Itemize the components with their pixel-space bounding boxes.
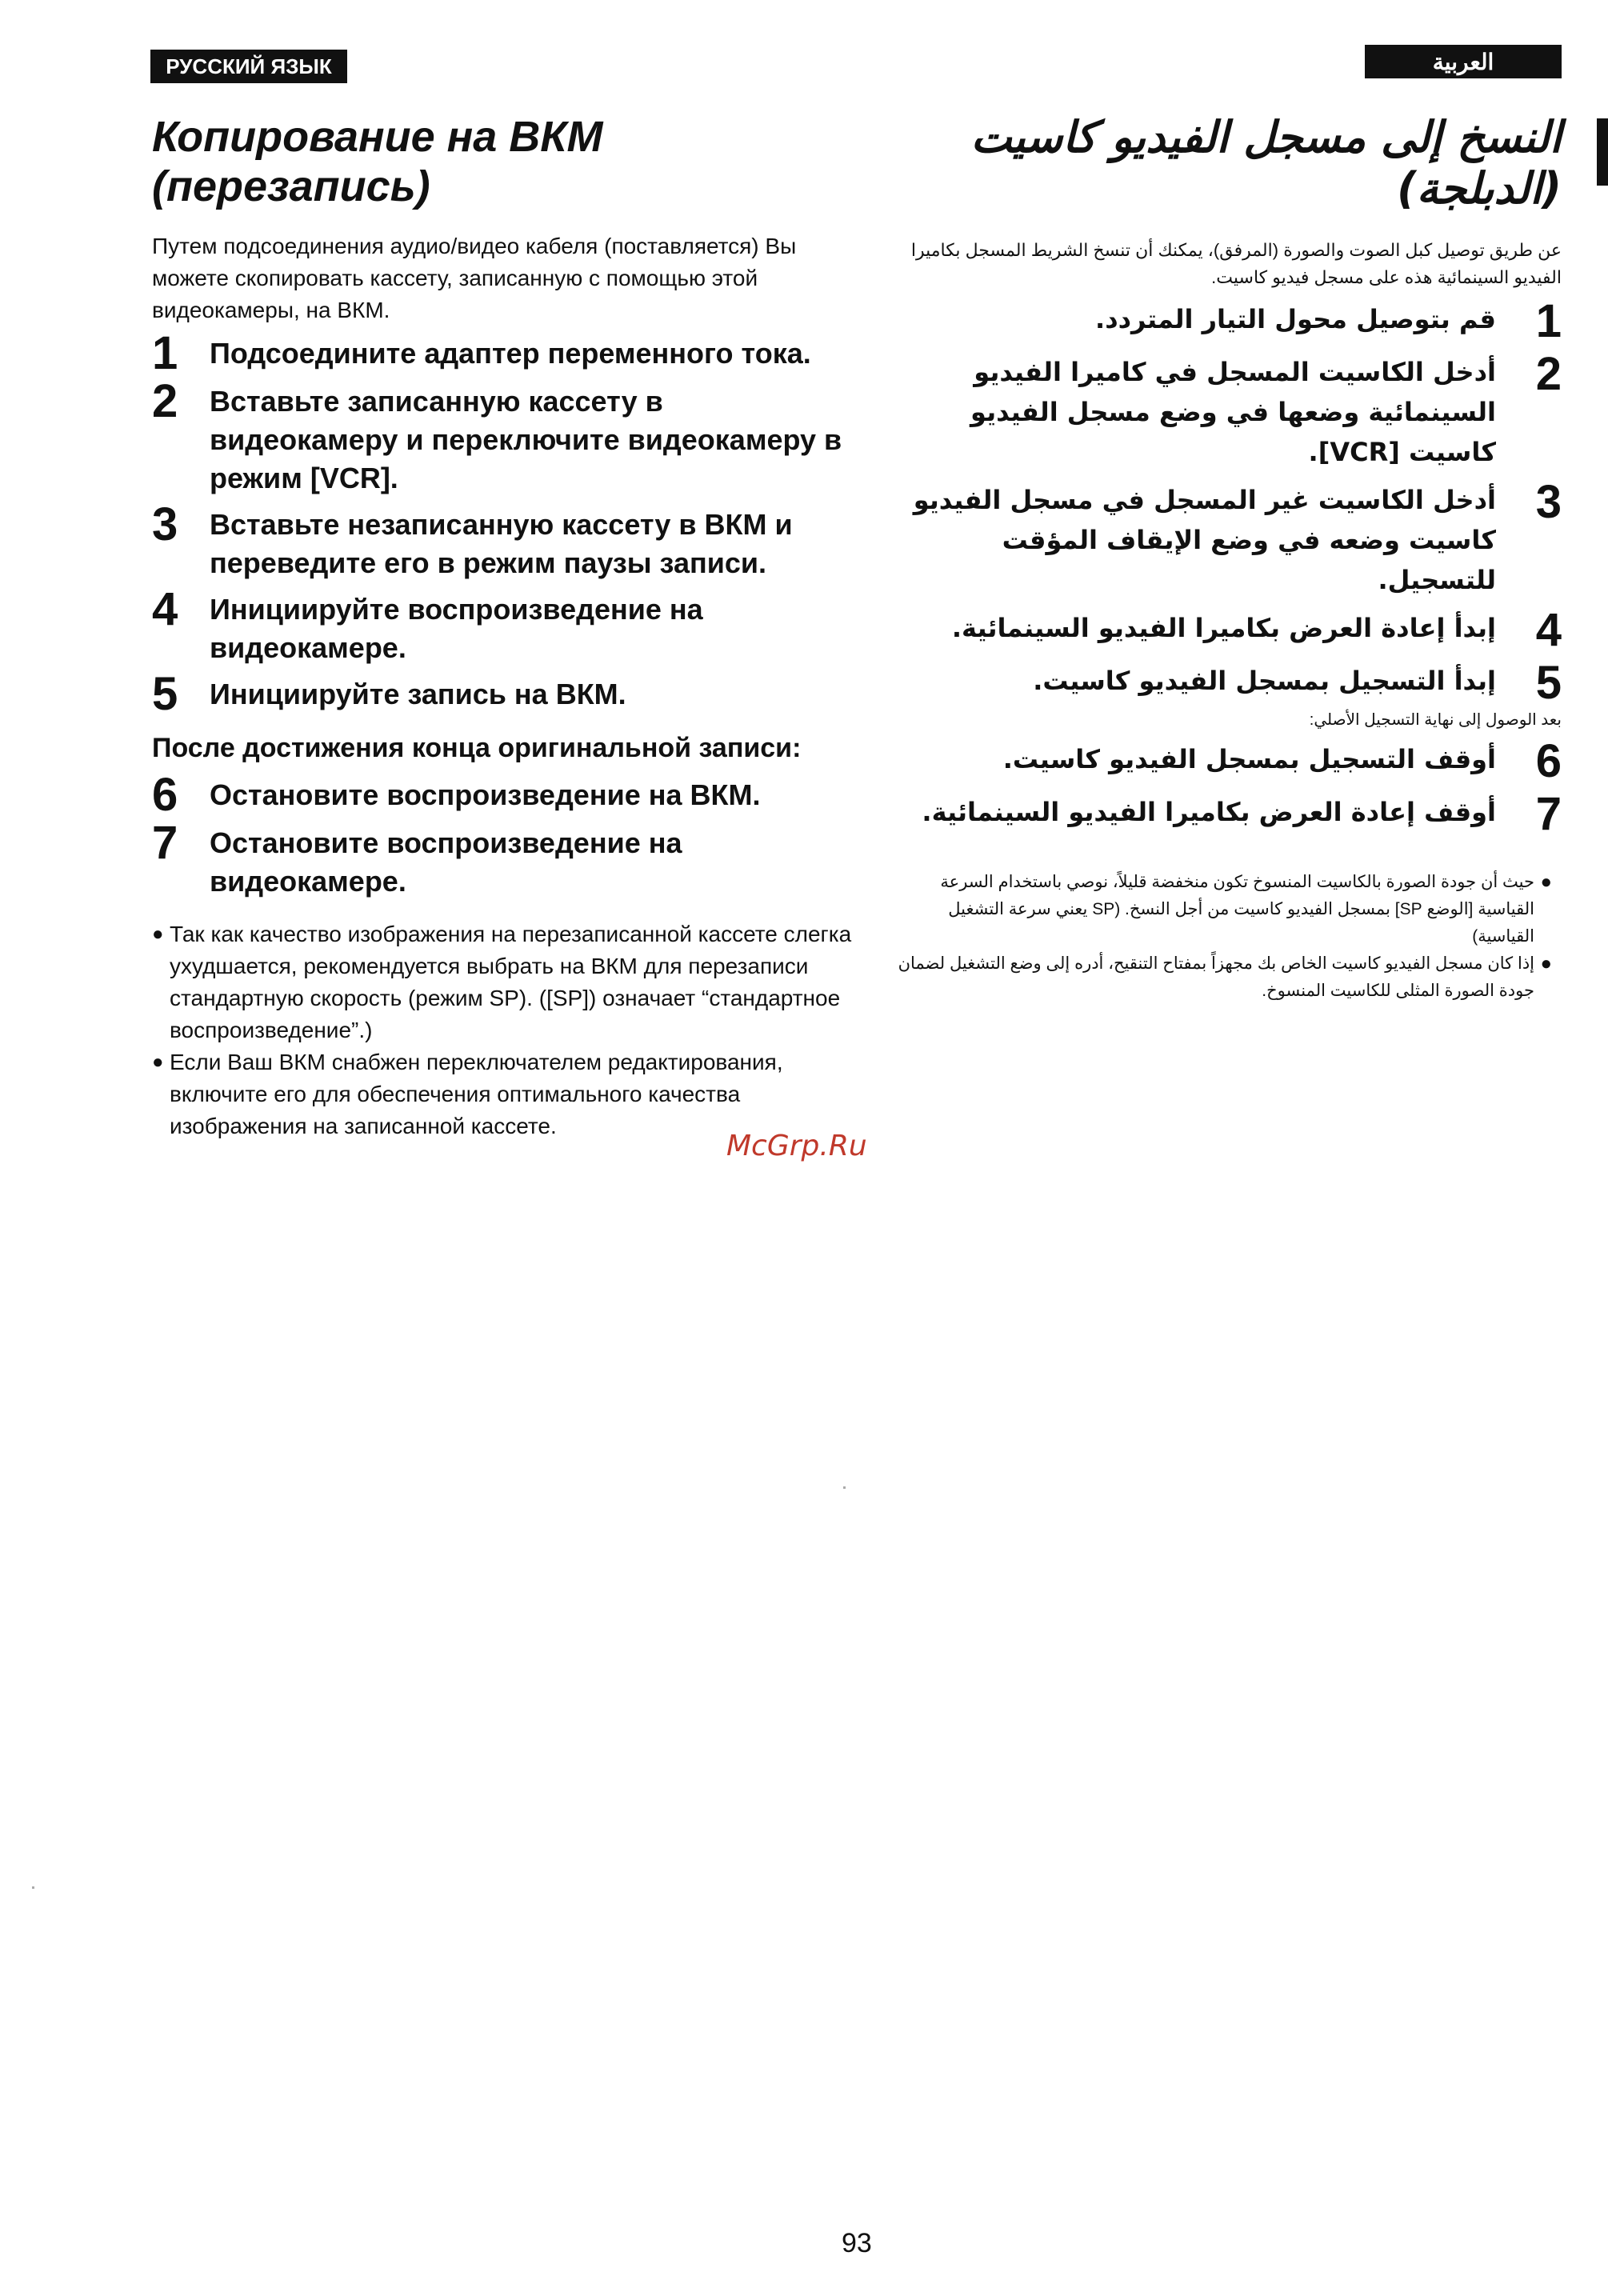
ru-step-7 [152, 817, 856, 901]
ru-title-line-1: Копирование на ВКМ [152, 113, 603, 161]
section-marker-bar [1597, 118, 1608, 186]
ru-step-text: Вставьте незаписанную кассету в ВКМ и переведите его в режим паузы записи. [210, 508, 793, 579]
ar-page-title [888, 112, 1562, 214]
bullet-icon: ● [152, 923, 164, 945]
watermark: McGrp.Ru [726, 1130, 867, 1162]
ar-step-number: 1 [1535, 295, 1562, 347]
ar-step-number: 7 [1535, 788, 1562, 840]
bullet-icon: ● [1540, 871, 1552, 893]
ru-step-text: Остановите воспроизведение на видеокамере. [210, 826, 682, 898]
ar-step-text: إبدأ التسجيل بمسجل الفيديو كاسيت. [1033, 666, 1496, 696]
ar-step-number: 3 [1535, 476, 1562, 528]
russian-column [152, 112, 856, 1142]
ar-step-text: قم بتوصيل محول التيار المتردد. [1095, 304, 1496, 334]
arabic-column [888, 112, 1562, 1005]
ar-notes [888, 869, 1562, 1005]
ar-step-number: 5 [1535, 657, 1562, 709]
ar-step-text: أدخل الكاسيت غير المسجل في مسجل الفيديو كاسيت وضعه في وضع الإيقاف المؤقت للتسجيل. [913, 485, 1496, 595]
ru-note-text: Так как качество изображения на перезаписанной кассете слегка ухудшается, рекомендуется выбрать на ВКМ для перезаписи стандартную скорость (режим SP). ([SP]) означает “стандартное воспроизведение”.) [170, 922, 852, 1042]
ru-after-end-label: После достижения конца оригинальной записи: [152, 733, 802, 763]
ru-step-2 [152, 375, 856, 498]
ar-note-text: إذا كان مسجل الفيديو كاسيت الخاص بك مجهزاً بمفتاح التنقيح، أدره إلى وضع التشغيل لضمان جودة الصورة المثلى للكاسيت المنسوخ. [898, 954, 1534, 1000]
scan-speck [843, 1486, 846, 1489]
ar-step-3 [888, 476, 1562, 600]
bullet-icon: ● [152, 1051, 164, 1073]
ru-title-line-2: (перезапись) [152, 162, 430, 210]
ar-step-6 [888, 735, 1562, 787]
ar-note-2 [888, 950, 1552, 1005]
ru-step-number: 7 [152, 817, 178, 869]
ar-step-1 [888, 295, 1562, 347]
ru-page-title [152, 112, 856, 211]
russian-language-tab: РУССКИЙ ЯЗЫК [150, 50, 347, 83]
ru-step-4 [152, 583, 856, 667]
ar-step-number: 2 [1535, 348, 1562, 400]
ar-after-end-label: بعد الوصول إلى نهاية التسجيل الأصلي: [1309, 711, 1562, 729]
ru-note-2 [152, 1046, 856, 1142]
ru-step-text: Остановите воспроизведение на ВКМ. [210, 778, 761, 811]
scan-speck [32, 1886, 34, 1889]
ru-notes [152, 918, 856, 1142]
ru-step-5 [152, 668, 856, 720]
ru-step-text: Вставьте записанную кассету в видеокамеру и переключите видеокамеру в режим [VCR]. [210, 385, 842, 494]
ru-note-text: Если Ваш ВКМ снабжен переключателем редактирования, включите его для обеспечения оптимального качества изображения на записанной кассете. [170, 1050, 783, 1138]
ru-step-number: 2 [152, 375, 178, 427]
ar-note-1 [888, 869, 1552, 950]
ru-step-6 [152, 769, 856, 821]
page-number: 93 [842, 2228, 872, 2258]
ar-step-number: 6 [1535, 735, 1562, 787]
ar-step-text: إبدأ إعادة العرض بكاميرا الفيديو السينمائية. [951, 613, 1496, 643]
ar-step-7 [888, 788, 1562, 840]
ru-step-number: 1 [152, 327, 178, 379]
ar-step-number: 4 [1535, 604, 1562, 656]
ar-step-5 [888, 657, 1562, 709]
ru-step-text: Инициируйте запись на ВКМ. [210, 678, 626, 710]
ru-intro-paragraph: Путем подсоединения аудио/видео кабеля (поставляется) Вы можете скопировать кассету, записанную с помощью этой видеокамеры, на ВКМ. [152, 234, 797, 322]
ar-step-4 [888, 604, 1562, 656]
bullet-icon: ● [1540, 953, 1552, 974]
ar-step-text: أدخل الكاسيت المسجل في كاميرا الفيديو السينمائية وضعها في وضع مسجل الفيديو كاسيت [VCR]. [970, 357, 1496, 467]
ar-intro-paragraph: عن طريق توصيل كبل الصوت والصورة (المرفق)، يمكنك أن تنسخ الشريط المسجل بكاميرا الفيديو السينمائية هذه على مسجل فيديو كاسيت. [910, 240, 1562, 287]
ar-step-text: أوقف التسجيل بمسجل الفيديو كاسيت. [1002, 744, 1496, 774]
ru-step-number: 4 [152, 583, 178, 635]
ru-step-1 [152, 327, 856, 379]
ru-note-1 [152, 918, 856, 1046]
ru-step-number: 5 [152, 668, 178, 720]
ru-step-number: 3 [152, 498, 178, 550]
ru-step-text: Инициируйте воспроизведение на видеокамере. [210, 593, 703, 664]
ar-note-text: حيث أن جودة الصورة بالكاسيت المنسوخ تكون منخفضة قليلاً، نوصي باستخدام السرعة القياسية [الوضع SP] بمسجل الفيديو كاسيت من أجل النسخ. (SP يعني سرعة التشغيل القياسية) [940, 873, 1534, 946]
ru-step-3 [152, 498, 856, 582]
ar-step-text: أوقف إعادة العرض بكاميرا الفيديو السينمائية. [922, 797, 1496, 827]
ru-step-number: 6 [152, 769, 178, 821]
ar-step-2 [888, 348, 1562, 472]
ar-title-line-1: النسخ إلى مسجل الفيديو كاسيت [970, 112, 1562, 162]
arabic-language-tab: العربية [1365, 45, 1562, 78]
ru-step-text: Подсоедините адаптер переменного тока. [210, 337, 811, 370]
ar-title-line-2: (الدبلجة) [1397, 163, 1562, 214]
